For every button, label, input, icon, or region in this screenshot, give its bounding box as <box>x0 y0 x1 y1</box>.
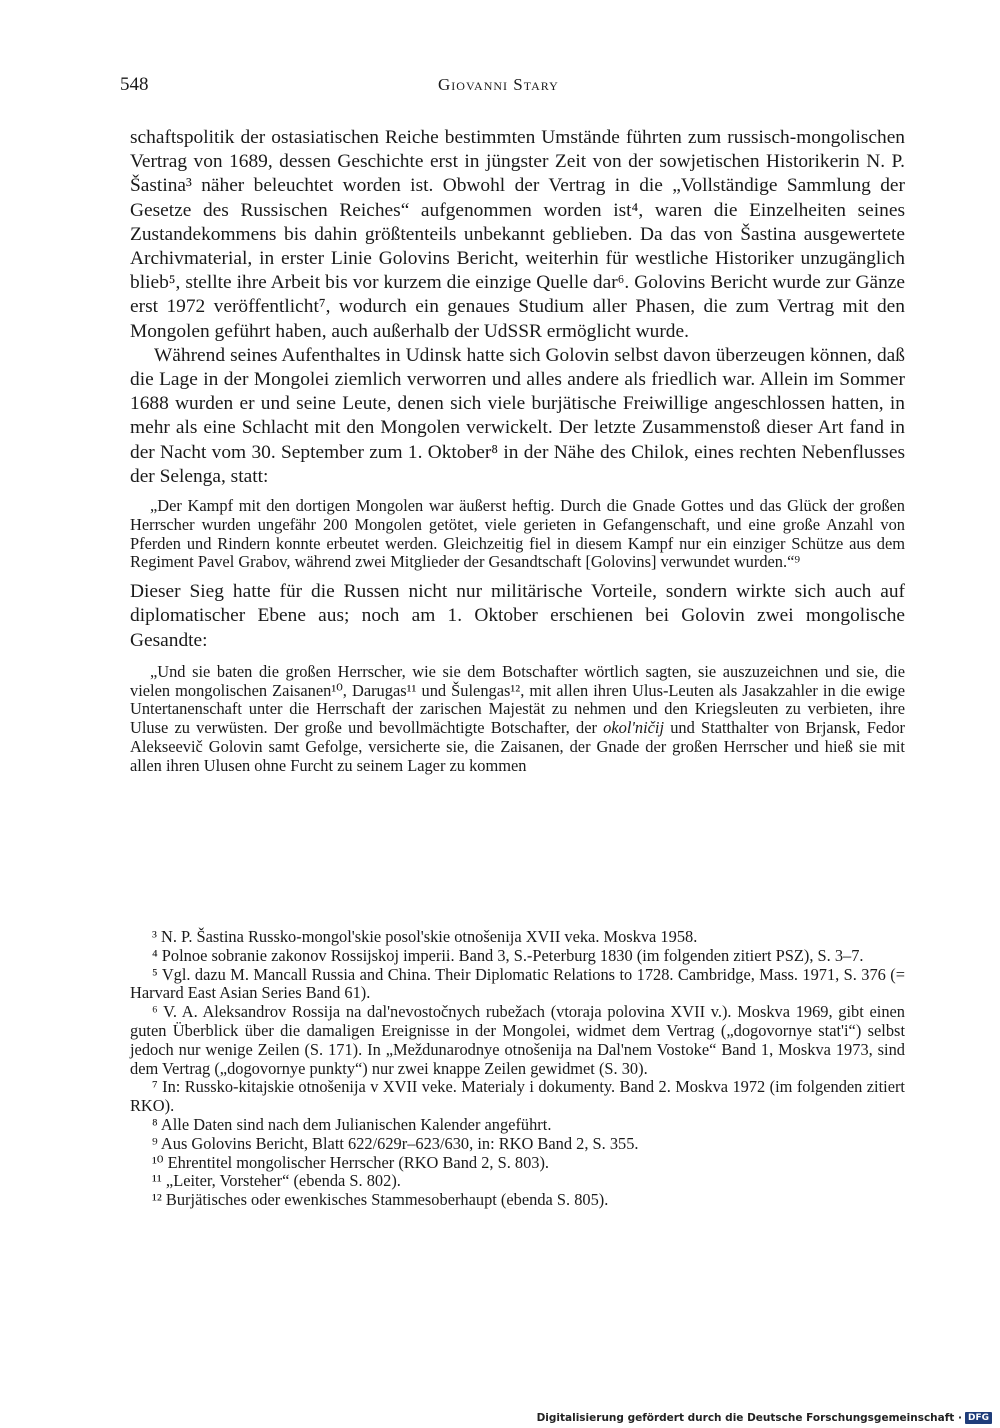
footnotes <box>130 928 905 1210</box>
footnote-11: ¹¹ „Leiter, Vorsteher“ (ebenda S. 802). <box>152 1171 401 1191</box>
paragraph-2: Während seines Aufenthaltes in Udinsk hatte sich Golovin selbst davon überzeugen können, daß die Lage in der Mongolei ziemlich verworren und alles andere als friedlich war. Allein im Sommer 1688 wurden er und seine Leute, denen sich viele burjätische Freiwillige angeschlossen hatten, in mehr als eine Schlacht mit den Mongolen verwickelt. Der letzte Zusammenstoß dieser Art fand in der Nacht vom 30. September zum 1. Oktober⁸ in der Nähe des Chilok, eines rechten Nebenflusses der Selenga, statt: <box>130 344 905 487</box>
page-number: 548 <box>120 74 149 95</box>
footnote-9: ⁹ Aus Golovins Bericht, Blatt 622/629r–623/630, in: RKO Band 2, S. 355. <box>152 1133 639 1153</box>
quote-2-italic-term: okol'ničij <box>603 718 665 738</box>
digitization-credit <box>537 1412 992 1424</box>
page-header <box>120 74 906 104</box>
footnote-12: ¹² Burjätisches oder ewenkisches Stammesoberhaupt (ebenda S. 805). <box>152 1190 609 1210</box>
quote-2-text-start: „Und sie baten die großen Herrscher, wie sie dem Botschafter wörtlich sagten, sie auszuzeichnen und sie, die vielen mongolischen Zaisanen¹⁰, Darugas¹¹ und Šulengas¹², mit allen ihren Ulus-Leuten als Jasakzahler in die ewige Untertanenschaft unter die Herrschaft der zarischen Majestät zu nehmen und den Kriegsleuten zu verbieten, ihre Uluse zu verwüsten. Der große und bevollmächtigte Botschafter, der <box>130 661 905 738</box>
footnote-4: ⁴ Polnoe sobranie zakonov Rossijskoj imperii. Band 3, S.-Peterburg 1830 (im folgenden zitiert PSZ), S. 3–7. <box>152 945 864 965</box>
footnote-5: ⁵ Vgl. dazu M. Mancall Russia and China. Their Diplomatic Relations to 1728. Cambridge, Mass. 1971, S. 376 (= Harvard East Asian Series Band 61). <box>130 964 905 1003</box>
block-quote-1: „Der Kampf mit den dortigen Mongolen war äußerst heftig. Durch die Gnade Gottes und das Glück der großen Herrscher wurden ungefähr 200 Mongolen getötet, viele gerieten in Gefangenschaft, und eine große Anzahl von Pferden und Rindern konnte erbeutet werden. Gleichzeitig fiel in diesem Kampf nur ein einziger Schütze aus dem Regiment Pavel Grabov, während zwei Mitglieder der Gesandtschaft [Golovins] verwundet wurden.“⁹ <box>130 496 905 572</box>
running-head: Giovanni Stary <box>438 75 559 94</box>
paragraph-1: schaftspolitik der ostasiatischen Reiche bestimmten Umstände führten zum russisch-mongolischen Vertrag von 1689, dessen Geschichte erst in jüngster Zeit von der sowjetischen Historikerin N. P. Šastina³ näher beleuchtet worden ist. Obwohl der Vertrag in die „Vollständige Sammlung der Gesetze des Russischen Reiches“ aufgenommen worden ist⁴, waren die Einzelheiten seines Zustandekommens bis dahin größtenteils unbekannt geblieben. Da das von Šastina ausgewertete Archivmaterial, in erster Linie Golovins Bericht, weiterhin für westliche Historiker unzugänglich blieb⁵, stellte ihre Arbeit bis vor kurzem die einzige Quelle dar⁶. Golovins Bericht wurde zur Gänze erst 1972 veröffentlicht⁷, wodurch ein genaues Studium aller Phasen, die zum Vertrag mit den Mongolen geführt haben, auch außerhalb der UdSSR ermöglicht wurde. <box>130 127 905 342</box>
footnote-7: ⁷ In: Russko-kitajskie otnošenija v XVII veke. Materialy i dokumenty. Band 2. Moskva 1972 (im folgenden zitiert RKO). <box>130 1077 905 1116</box>
block-quote-2 <box>130 663 905 776</box>
dfg-logo: DFG <box>965 1412 992 1424</box>
credit-text: Digitalisierung gefördert durch die Deutsche Forschungsgemeinschaft · <box>536 1412 962 1424</box>
quote-2-text-end: und Statthalter von Brjansk, Fedor Alekseevič Golovin samt Gefolge, versicherte sie, die Zaisanen, der Gnade der großen Herrscher und hieß sie mit allen ihren Ulusen ohne Furcht zu seinem Lager zu kommen <box>130 718 905 775</box>
footnote-8: ⁸ Alle Daten sind nach dem Julianischen Kalender angeführt. <box>152 1114 552 1134</box>
footnote-6: ⁶ V. A. Aleksandrov Rossija na dal'nevostočnych rubežach (vtoraja polovina XVII v.). Moskva 1969, gibt einen guten Überblick über die damaligen Ereignisse in der Mongolei, widmet dem Vertrag („dogovornye stat'i“) selbst jedoch nur wenige Zeilen (S. 171). In „Meždunarodnye otnošenija na Dal'nem Vostoke“ Band 1, Moskva 1973, sind dem Vertrag („dogovornye punkty“) nur zwei knappe Zeilen gewidmet (S. 30). <box>130 1002 905 1078</box>
footnote-10: ¹⁰ Ehrentitel mongolischer Herrscher (RKO Band 2, S. 803). <box>152 1152 550 1172</box>
footnote-3: ³ N. P. Šastina Russko-mongol'skie posol'skie otnošenija XVII veka. Moskva 1958. <box>152 927 698 946</box>
paragraph-3: Dieser Sieg hatte für die Russen nicht nur militärische Vorteile, sondern wirkte sich auch auf diplomatischer Ebene aus; noch am 1. Oktober erschienen bei Golovin zwei mongolische Gesandte: <box>130 581 905 651</box>
main-text <box>130 126 905 784</box>
